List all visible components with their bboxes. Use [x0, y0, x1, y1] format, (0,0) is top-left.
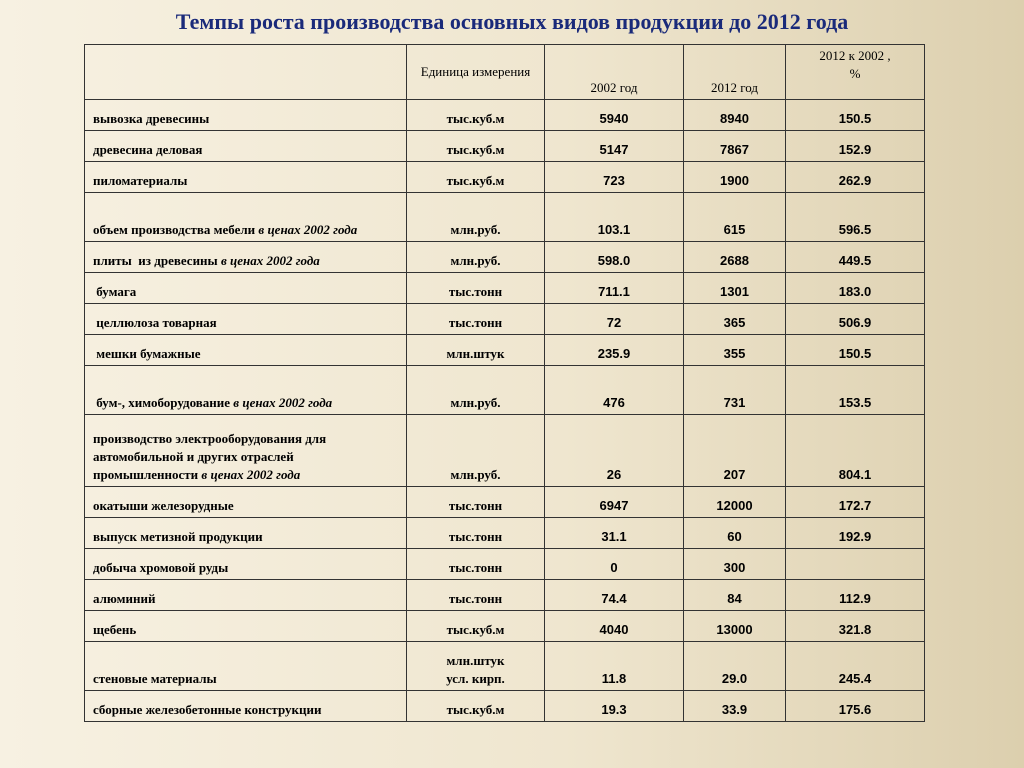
product-name: пиломатериалы — [93, 173, 188, 188]
table-row — [85, 549, 925, 580]
product-name: вывозка древесины — [93, 111, 210, 126]
ratio-cell: 449.5 — [786, 242, 925, 273]
value-2012-cell: 365 — [684, 304, 786, 335]
value-2002-cell: 31.1 — [545, 518, 684, 549]
product-name-cell — [85, 580, 407, 611]
value-2002-cell: 235.9 — [545, 335, 684, 366]
product-name: древесина деловая — [93, 142, 203, 157]
unit-label: тыс.куб.м — [446, 702, 505, 717]
ratio-cell: 183.0 — [786, 273, 925, 304]
header-ratio — [786, 45, 925, 100]
table-row — [85, 415, 925, 487]
table-row — [85, 487, 925, 518]
header-2002: 2002 год — [545, 45, 684, 100]
table-row — [85, 366, 925, 415]
product-name-cell — [85, 415, 407, 487]
table-row — [85, 162, 925, 193]
ratio-cell: 596.5 — [786, 193, 925, 242]
product-name-cell — [85, 518, 407, 549]
unit-label-line2: усл. кирп. — [446, 671, 505, 686]
unit-cell — [407, 487, 545, 518]
header-2012: 2012 год — [684, 45, 786, 100]
unit-label: тыс.тонн — [448, 315, 503, 330]
table-row — [85, 304, 925, 335]
unit-label: тыс.куб.м — [446, 173, 505, 188]
value-2012-cell: 731 — [684, 366, 786, 415]
unit-label: тыс.тонн — [448, 560, 503, 575]
product-name-cell — [85, 335, 407, 366]
table-row — [85, 691, 925, 722]
value-2012-cell: 7867 — [684, 131, 786, 162]
value-2012-cell: 84 — [684, 580, 786, 611]
unit-cell — [407, 518, 545, 549]
table-row — [85, 611, 925, 642]
value-2002-cell: 11.8 — [545, 642, 684, 691]
ratio-cell: 321.8 — [786, 611, 925, 642]
value-2012-cell: 1301 — [684, 273, 786, 304]
unit-cell — [407, 131, 545, 162]
product-name: окатыши железорудные — [93, 498, 234, 513]
header-product — [85, 45, 407, 100]
table-row — [85, 193, 925, 242]
value-2012-cell: 1900 — [684, 162, 786, 193]
unit-cell — [407, 549, 545, 580]
product-name-cell — [85, 691, 407, 722]
product-name-cell — [85, 487, 407, 518]
product-name-cell — [85, 304, 407, 335]
unit-label: млн.руб. — [450, 395, 501, 410]
price-basis-note: в ценах 2002 года — [258, 222, 358, 237]
price-basis-note: в ценах 2002 года — [220, 253, 320, 268]
product-name-cell — [85, 642, 407, 691]
unit-cell — [407, 415, 545, 487]
value-2002-cell: 598.0 — [545, 242, 684, 273]
unit-cell — [407, 100, 545, 131]
value-2002-cell: 5147 — [545, 131, 684, 162]
value-2002-cell: 711.1 — [545, 273, 684, 304]
product-name-cell — [85, 193, 407, 242]
value-2002-cell: 72 — [545, 304, 684, 335]
table-header-row — [85, 45, 925, 100]
product-name: сборные железобетонные конструкции — [93, 702, 322, 717]
value-2012-cell: 13000 — [684, 611, 786, 642]
table-row — [85, 518, 925, 549]
price-basis-note: в ценах 2002 года — [201, 467, 301, 482]
value-2012-cell: 8940 — [684, 100, 786, 131]
unit-label: тыс.тонн — [448, 529, 503, 544]
product-name-cell — [85, 611, 407, 642]
production-table — [84, 44, 925, 722]
unit-cell — [407, 335, 545, 366]
unit-cell — [407, 193, 545, 242]
product-name: выпуск метизной продукции — [93, 529, 263, 544]
value-2012-cell: 355 — [684, 335, 786, 366]
table-row — [85, 100, 925, 131]
value-2012-cell: 12000 — [684, 487, 786, 518]
price-basis-note: в ценах 2002 года — [233, 395, 333, 410]
ratio-cell: 506.9 — [786, 304, 925, 335]
unit-label: млн.руб. — [450, 222, 501, 237]
value-2012-cell: 29.0 — [684, 642, 786, 691]
value-2002-cell: 26 — [545, 415, 684, 487]
unit-cell — [407, 162, 545, 193]
product-name-cell — [85, 162, 407, 193]
unit-label: тыс.куб.м — [446, 142, 505, 157]
unit-cell — [407, 691, 545, 722]
unit-cell — [407, 304, 545, 335]
table-row — [85, 131, 925, 162]
value-2002-cell: 19.3 — [545, 691, 684, 722]
product-name: мешки бумажные — [93, 346, 201, 361]
ratio-cell: 172.7 — [786, 487, 925, 518]
ratio-cell: 175.6 — [786, 691, 925, 722]
value-2002-cell: 0 — [545, 549, 684, 580]
unit-label: млн.руб. — [450, 467, 501, 482]
table-row — [85, 273, 925, 304]
product-name: бум-, химоборудование — [93, 395, 234, 410]
unit-label: тыс.тонн — [448, 284, 503, 299]
unit-label: тыс.куб.м — [446, 111, 505, 126]
product-name: щебень — [93, 622, 137, 637]
product-name: добыча хромовой руды — [93, 560, 229, 575]
unit-label: млн.штук — [446, 346, 505, 361]
product-name-cell — [85, 242, 407, 273]
product-name-cell — [85, 131, 407, 162]
value-2012-cell: 2688 — [684, 242, 786, 273]
unit-cell — [407, 580, 545, 611]
product-name: бумага — [93, 284, 137, 299]
value-2002-cell: 476 — [545, 366, 684, 415]
product-name: производство электрооборудования для автомобильной и других отраслей промышленности — [93, 431, 330, 482]
table-row — [85, 580, 925, 611]
unit-label: млн.руб. — [450, 253, 501, 268]
ratio-cell: 150.5 — [786, 335, 925, 366]
page-title: Темпы роста производства основных видов продукции до 2012 года — [175, 9, 849, 34]
product-name-cell — [85, 549, 407, 580]
header-ratio-line1: 2012 к 2002 , — [819, 48, 891, 63]
ratio-cell: 112.9 — [786, 580, 925, 611]
value-2002-cell: 4040 — [545, 611, 684, 642]
unit-label: тыс.тонн — [448, 498, 503, 513]
ratio-cell: 152.9 — [786, 131, 925, 162]
table-row — [85, 335, 925, 366]
value-2002-cell: 5940 — [545, 100, 684, 131]
ratio-cell: 804.1 — [786, 415, 925, 487]
ratio-cell: 192.9 — [786, 518, 925, 549]
unit-cell — [407, 366, 545, 415]
product-name: плиты из древесины — [93, 253, 221, 268]
value-2002-cell: 6947 — [545, 487, 684, 518]
ratio-cell — [786, 549, 925, 580]
table-row — [85, 642, 925, 691]
value-2002-cell: 723 — [545, 162, 684, 193]
unit-cell — [407, 242, 545, 273]
product-name-cell — [85, 366, 407, 415]
header-unit: Единица измерения — [407, 45, 545, 100]
unit-cell — [407, 273, 545, 304]
header-ratio-line2: % — [849, 66, 861, 81]
value-2002-cell: 74.4 — [545, 580, 684, 611]
product-name: объем производства мебели — [93, 222, 259, 237]
product-name: стеновые материалы — [93, 671, 217, 686]
value-2012-cell: 207 — [684, 415, 786, 487]
unit-label: тыс.куб.м — [446, 622, 505, 637]
value-2012-cell: 615 — [684, 193, 786, 242]
unit-cell — [407, 642, 545, 691]
unit-label: тыс.тонн — [448, 591, 503, 606]
value-2012-cell: 60 — [684, 518, 786, 549]
ratio-cell: 262.9 — [786, 162, 925, 193]
ratio-cell: 153.5 — [786, 366, 925, 415]
table-row — [85, 242, 925, 273]
product-name: целлюлоза товарная — [93, 315, 217, 330]
value-2012-cell: 33.9 — [684, 691, 786, 722]
product-name-cell — [85, 100, 407, 131]
product-name-cell — [85, 273, 407, 304]
product-name: алюминий — [93, 591, 156, 606]
ratio-cell: 245.4 — [786, 642, 925, 691]
value-2002-cell: 103.1 — [545, 193, 684, 242]
unit-cell — [407, 611, 545, 642]
unit-label: млн.штук — [446, 653, 505, 668]
ratio-cell: 150.5 — [786, 100, 925, 131]
value-2012-cell: 300 — [684, 549, 786, 580]
